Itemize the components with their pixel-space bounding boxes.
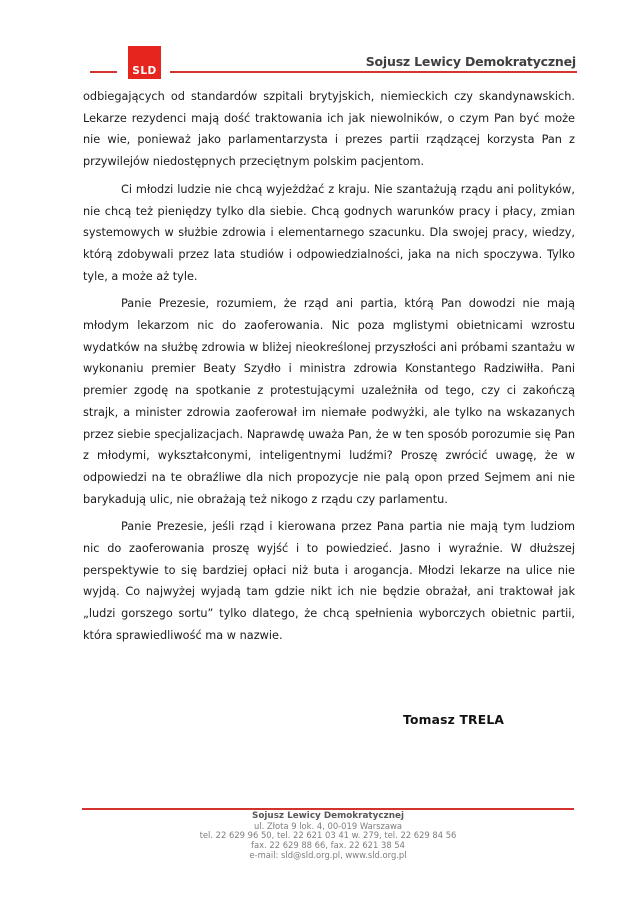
footer-fax: fax. 22 629 88 66, fax. 22 621 38 54 (251, 840, 405, 851)
footer (82, 812, 574, 861)
footer-rule (82, 808, 574, 810)
header-left-rule (90, 71, 117, 73)
sld-logo-text: SLD (132, 64, 157, 77)
signature-name: Tomasz TRELA (403, 713, 505, 727)
paragraph: odbiegających od standardów szpitali brytyjskich, niemieckich czy skandynawskich. Lekarze rezydenci mają dość traktowania ich jak niewolników, o czym Pan być może nie wie, ponieważ jako parlamentarzysta i prezes partii rządzącej korzysta Pan z przywilejów niedostępnych przeciętnym polskim pacjentom. (83, 90, 575, 169)
footer-org-name: Sojusz Lewicy Demokratycznej (252, 811, 404, 821)
paragraph: Panie Prezesie, jeśli rząd i kierowana przez Pana partia nie mają tym ludziom nic do zaoferowania proszę wyjść i to powiedzieć. Jasno i wyraźnie. W dłuższej perspektywie to się bardziej opłaci niż buta i arogancja. Młodzi lekarze na ulice nie wyjdą. Co najwyżej wyjadą tam gdzie nikt ich nie będzie obrażał, ani traktował jak „ludzi gorszego sortu” tylko dlatego, że chcą spełnienia wyborczych obietnic partii, która sprawiedliwość ma w nazwie. (83, 520, 575, 642)
footer-address: ul. Złota 9 lok. 4, 00-019 Warszawa (253, 820, 403, 831)
sld-logo (128, 46, 161, 79)
footer-email-web: e-mail: sld@sld.org.pl, www.sld.org.pl (249, 849, 407, 860)
header-rule (170, 71, 577, 73)
paragraph: Ci młodzi ludzie nie chcą wyjeżdżać z kraju. Nie szantażują rządu ani polityków, nie chcą też pieniędzy tylko dla siebie. Chcą godnych warunków pracy i płacy, zmian systemowych w służbie zdrowia i elementarnego szacunku. Dla swojej pracy, wiedzy, którą zdobywali przez lata studiów i odpowiedzialności, jaka na nich spoczywa. Tylko tyle, a może aż tyle. (83, 182, 575, 283)
footer-phones: tel. 22 629 96 50, tel. 22 621 03 41 w. 279, tel. 22 629 84 56 (199, 830, 457, 841)
letter-body (83, 86, 575, 653)
header-org-name: Sojusz Lewicy Demokratycznej (365, 54, 576, 69)
paragraph: Panie Prezesie, rozumiem, że rząd ani partia, którą Pan dowodzi nie mają młodym lekarzom nic do zaoferowania. Nic poza mglistymi obietnicami wzrostu wydatków na służbę zdrowia w bliżej nieokreślonej przyszłości ani próbami szantażu w wykonaniu premier Beaty Szydło i ministra zdrowia Konstantego Radziwiłła. Pani premier zgodę na spotkanie z protestującymi uzależniła od tego, czy ci zakończą strajk, a minister zdrowia zaoferował im niemałe podwyżki, ale tylko na wskazanych przez siebie specjalizacjach. Naprawdę uważa Pan, że w ten sposób porozumie się Pan z młodymi, wykształconymi, inteligentnymi ludźmi? Proszę zwrócić uwagę, że w odpowiedzi na te obraźliwe dla nich propozycje nie palą opon przed Sejmem ani nie barykadują ulic, nie obrażają też nikogo z rządu czy parlamentu. (83, 297, 575, 506)
